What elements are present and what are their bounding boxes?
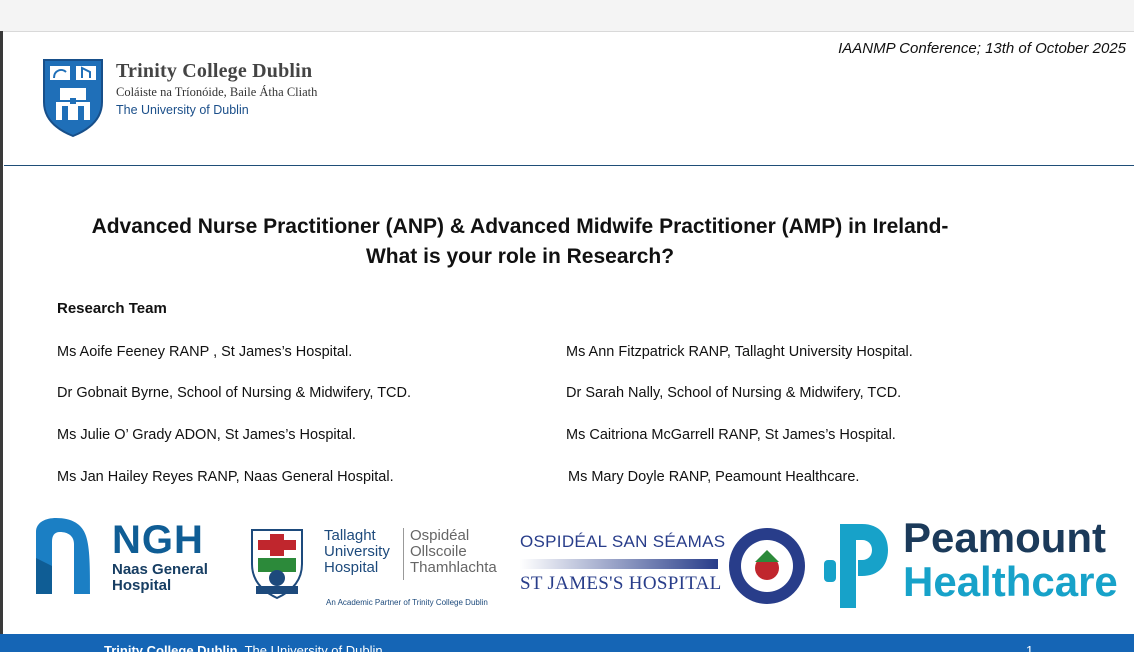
peamount-wordmark [903, 516, 1118, 604]
tuh-ga-3: Thamhlachta [410, 559, 497, 576]
sjh-seal-icon [727, 526, 807, 606]
team-member: Dr Sarah Nally, School of Nursing & Midwifery, TCD. [566, 385, 902, 401]
tuh-crest-icon [250, 528, 304, 600]
tcd-crest-logo [42, 58, 104, 138]
peamount-line-2: Healthcare [903, 558, 1118, 605]
viewer-top-bar [0, 0, 1134, 32]
partner-logos [0, 510, 1134, 620]
peamount-logo-mark [824, 520, 890, 608]
team-member: Ms Caitriona McGarrell RANP, St James’s Hospital. [566, 427, 896, 443]
team-member: Dr Gobnait Byrne, School of Nursing & Midwifery, TCD. [57, 385, 412, 401]
team-member: Ms Ann Fitzpatrick RANP, Tallaght University Hospital. [566, 344, 913, 360]
tcd-university: The University of Dublin [116, 103, 249, 117]
sjh-irish-name: OSPIDÉAL SAN SÉAMAS [520, 532, 726, 551]
team-member: Ms Aoife Feeney RANP , St James’s Hospital. [57, 344, 353, 360]
conference-label: IAANMP Conference; 13th of October 2025 [838, 40, 1126, 57]
team-member: Ms Jan Hailey Reyes RANP, Naas General Hospital. [57, 469, 394, 485]
team-member: Ms Julie O’ Grady ADON, St James’s Hospital. [57, 427, 356, 443]
sjh-english-name: ST JAMES'S HOSPITAL [520, 573, 722, 594]
tuh-en-1: Tallaght [324, 527, 376, 544]
ngh-abbr: NGH [112, 518, 204, 562]
team-member: Ms Mary Doyle RANP, Peamount Healthcare. [568, 469, 860, 485]
footer-tcd: Trinity College Dublin [104, 643, 238, 658]
tuh-logo [246, 524, 500, 614]
page-title [0, 212, 1040, 272]
title-line-1: Advanced Nurse Practitioner (ANP) & Advanced Midwife Practitioner (AMP) in Ireland- [91, 215, 949, 238]
sjh-divider-bar [520, 559, 718, 569]
research-team-heading: Research Team [57, 300, 167, 317]
tuh-ga-2: Ollscoile [410, 543, 467, 560]
footer-institution [104, 643, 383, 658]
ngh-wordmark [112, 518, 208, 594]
ngh-line-1: Naas General [112, 561, 208, 578]
title-line-2: What is your role in Research? [365, 245, 675, 268]
footer-page-number: 1 [1026, 643, 1034, 658]
tuh-en-3: Hospital [324, 559, 379, 576]
tcd-name: Trinity College Dublin [116, 60, 313, 82]
header-rule [4, 165, 1134, 166]
tcd-irish-name: Coláiste na Tríonóide, Baile Átha Cliath [116, 85, 318, 99]
tuh-partner-tagline: An Academic Partner of Trinity College Dublin [326, 598, 488, 607]
tuh-irish-name [410, 528, 497, 576]
ngh-logo-mark [32, 518, 98, 594]
ngh-line-2: Hospital [112, 577, 172, 594]
footer-univ: , The University of Dublin [237, 643, 383, 658]
page-footer [0, 634, 1134, 658]
peamount-line-1: Peamount [903, 514, 1107, 561]
tcd-wordmark [116, 60, 317, 117]
tuh-en-2: University [324, 543, 390, 560]
tuh-english-name [324, 528, 390, 576]
tuh-divider [403, 528, 404, 580]
tuh-ga-1: Ospidéal [410, 527, 470, 544]
